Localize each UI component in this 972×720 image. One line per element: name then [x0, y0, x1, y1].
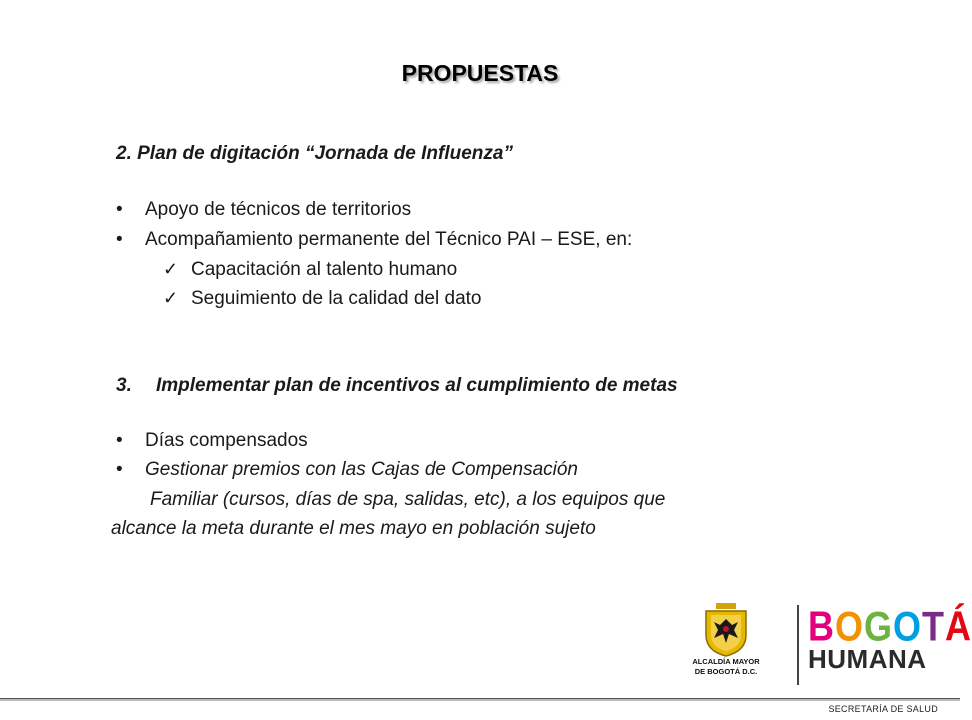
section-3-continuation-1: Familiar (cursos, días de spa, salidas, etc), a los equipos que	[150, 489, 666, 510]
bullet-icon: •	[116, 199, 123, 220]
footer-shadow	[0, 699, 960, 701]
brand-letter: T	[922, 602, 946, 650]
brand-letter: O	[893, 602, 923, 650]
section-3-bullet-1: Días compensados	[145, 430, 308, 451]
section-2-check-1: Capacitación al talento humano	[191, 259, 458, 280]
logo-divider	[797, 605, 799, 685]
bullet-icon: •	[116, 229, 123, 250]
crest-line-1: ALCALDÍA MAYOR	[692, 657, 760, 666]
section-2-heading: 2. Plan de digitación “Jornada de Influenza”	[116, 143, 513, 164]
checkmark-icon: ✓	[163, 288, 179, 308]
bullet-icon: •	[116, 459, 123, 480]
footer-label: SECRETARÍA DE SALUD	[828, 704, 938, 714]
section-2-bullet-1: Apoyo de técnicos de territorios	[145, 199, 412, 220]
section-3-number: 3.	[116, 375, 132, 396]
crest-line-2: DE BOGOTÁ D.C.	[694, 667, 758, 676]
brand-letter: O	[835, 602, 865, 650]
section-3-heading: Implementar plan de incentivos al cumplimiento de metas	[156, 375, 678, 396]
crest-caption	[684, 657, 768, 677]
bogota-crest-icon	[702, 603, 750, 657]
brand-wordmark-line-2: HUMANA	[808, 644, 927, 674]
section-2-check-2: Seguimiento de la calidad del dato	[191, 288, 482, 309]
brand-wordmark-line-1	[808, 602, 972, 650]
brand-letter: B	[808, 602, 835, 650]
section-3-bullet-2: Gestionar premios con las Cajas de Compensación	[145, 459, 578, 480]
brand-letter: Á	[945, 602, 972, 650]
page-title: PROPUESTAS	[401, 60, 559, 86]
section-3-continuation-2: alcance la meta durante el mes mayo en población sujeto	[111, 518, 596, 539]
checkmark-icon: ✓	[163, 259, 179, 279]
section-2-bullet-2: Acompañamiento permanente del Técnico PAI – ESE, en:	[145, 229, 633, 250]
bullet-icon: •	[116, 430, 123, 451]
brand-letter: G	[864, 602, 894, 650]
